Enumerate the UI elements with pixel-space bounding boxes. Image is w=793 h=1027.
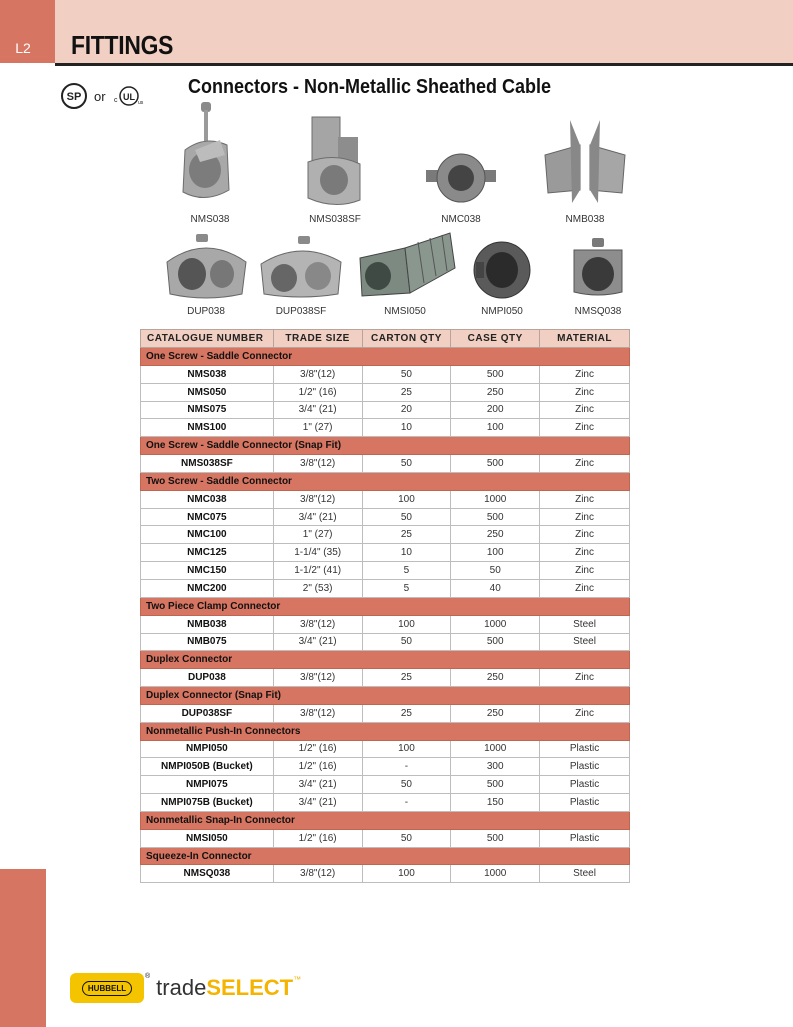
cert-or-text: or bbox=[94, 88, 106, 104]
catalogue-number-cell: NMB038 bbox=[141, 615, 274, 633]
trade-size-cell: 3/4" (21) bbox=[273, 508, 362, 526]
material-cell: Steel bbox=[540, 633, 630, 651]
carton-qty-cell: 50 bbox=[362, 508, 451, 526]
hubbell-logo-text: HUBBELL bbox=[82, 981, 132, 996]
product-code: DUP038 bbox=[187, 306, 225, 317]
trade-size-cell: 1/2" (16) bbox=[273, 383, 362, 401]
product-nms038sf bbox=[290, 112, 380, 225]
table-row bbox=[141, 794, 630, 812]
wordmark-trade: trade bbox=[156, 975, 207, 1000]
header-divider bbox=[55, 63, 793, 66]
case-qty-cell: 200 bbox=[451, 401, 540, 419]
saddle-connector-one-screw-image bbox=[165, 100, 255, 210]
case-qty-cell: 1000 bbox=[451, 490, 540, 508]
table-row bbox=[141, 704, 630, 722]
duplex-connector-image bbox=[162, 232, 250, 300]
material-cell: Plastic bbox=[540, 758, 630, 776]
catalogue-number-cell: NMSI050 bbox=[141, 829, 274, 847]
carton-qty-cell: - bbox=[362, 758, 451, 776]
material-cell: Zinc bbox=[540, 544, 630, 562]
trade-size-cell: 1/2" (16) bbox=[273, 829, 362, 847]
material-cell: Zinc bbox=[540, 401, 630, 419]
column-header: MATERIAL bbox=[540, 330, 630, 348]
catalogue-number-cell: NMC075 bbox=[141, 508, 274, 526]
catalogue-number-cell: NMPI075B (Bucket) bbox=[141, 794, 274, 812]
table-row bbox=[141, 776, 630, 794]
table-group-row bbox=[141, 348, 630, 366]
case-qty-cell: 1000 bbox=[451, 740, 540, 758]
product-nmsq038 bbox=[558, 236, 638, 317]
table-body bbox=[141, 348, 630, 883]
trade-size-cell: 3/8"(12) bbox=[273, 615, 362, 633]
material-cell: Zinc bbox=[540, 704, 630, 722]
case-qty-cell: 500 bbox=[451, 829, 540, 847]
table-row bbox=[141, 544, 630, 562]
table-row bbox=[141, 669, 630, 687]
table-row bbox=[141, 829, 630, 847]
svg-text:c: c bbox=[113, 97, 118, 104]
material-cell: Plastic bbox=[540, 794, 630, 812]
carton-qty-cell: 50 bbox=[362, 365, 451, 383]
catalogue-number-cell: NMC200 bbox=[141, 579, 274, 597]
catalogue-number-cell: NMB075 bbox=[141, 633, 274, 651]
trade-size-cell: 1/2" (16) bbox=[273, 758, 362, 776]
material-cell: Zinc bbox=[540, 579, 630, 597]
material-cell: Plastic bbox=[540, 740, 630, 758]
table-row bbox=[141, 490, 630, 508]
carton-qty-cell: 5 bbox=[362, 579, 451, 597]
table-row bbox=[141, 758, 630, 776]
group-label: Nonmetallic Push-In Connectors bbox=[141, 722, 630, 740]
product-code: NMC038 bbox=[441, 214, 481, 225]
trade-size-cell: 3/8"(12) bbox=[273, 455, 362, 473]
svg-text:us: us bbox=[137, 100, 143, 106]
case-qty-cell: 500 bbox=[451, 776, 540, 794]
carton-qty-cell: 10 bbox=[362, 544, 451, 562]
trade-size-cell: 3/8"(12) bbox=[273, 490, 362, 508]
table-group-row bbox=[141, 811, 630, 829]
carton-qty-cell: 100 bbox=[362, 490, 451, 508]
trade-size-cell: 3/8"(12) bbox=[273, 865, 362, 883]
group-label: One Screw - Saddle Connector (Snap Fit) bbox=[141, 437, 630, 455]
product-dup038 bbox=[162, 232, 250, 317]
carton-qty-cell: 25 bbox=[362, 526, 451, 544]
table-row bbox=[141, 865, 630, 883]
table-header-row bbox=[141, 330, 630, 348]
catalogue-number-cell: DUP038 bbox=[141, 669, 274, 687]
case-qty-cell: 250 bbox=[451, 526, 540, 544]
catalogue-number-cell: NMC125 bbox=[141, 544, 274, 562]
catalogue-number-cell: NMPI050B (Bucket) bbox=[141, 758, 274, 776]
case-qty-cell: 100 bbox=[451, 419, 540, 437]
product-nmpi050 bbox=[468, 240, 536, 317]
product-nmsi050 bbox=[350, 228, 460, 317]
group-label: Duplex Connector (Snap Fit) bbox=[141, 687, 630, 705]
product-code: NMS038 bbox=[190, 214, 230, 225]
catalogue-number-cell: NMC150 bbox=[141, 562, 274, 580]
catalogue-number-cell: NMSQ038 bbox=[141, 865, 274, 883]
case-qty-cell: 150 bbox=[451, 794, 540, 812]
carton-qty-cell: 5 bbox=[362, 562, 451, 580]
table-group-row bbox=[141, 472, 630, 490]
table-row bbox=[141, 562, 630, 580]
carton-qty-cell: 25 bbox=[362, 669, 451, 687]
nonmetallic-snap-in-connector-image bbox=[350, 228, 460, 300]
case-qty-cell: 500 bbox=[451, 508, 540, 526]
svg-text:SP: SP bbox=[66, 91, 82, 103]
table-group-row bbox=[141, 687, 630, 705]
carton-qty-cell: 100 bbox=[362, 865, 451, 883]
catalogue-number-cell: NMS100 bbox=[141, 419, 274, 437]
trade-size-cell: 3/4" (21) bbox=[273, 776, 362, 794]
material-cell: Zinc bbox=[540, 455, 630, 473]
squeeze-in-connector-image bbox=[558, 236, 638, 298]
material-cell: Zinc bbox=[540, 419, 630, 437]
material-cell: Zinc bbox=[540, 383, 630, 401]
csa-mark-icon bbox=[60, 82, 88, 110]
nonmetallic-push-in-connector-image bbox=[468, 240, 536, 300]
table-row bbox=[141, 615, 630, 633]
group-label: Nonmetallic Snap-In Connector bbox=[141, 811, 630, 829]
catalogue-number-cell: NMS050 bbox=[141, 383, 274, 401]
svg-text:UL: UL bbox=[122, 92, 135, 102]
trade-size-cell: 3/8"(12) bbox=[273, 704, 362, 722]
table-group-row bbox=[141, 437, 630, 455]
case-qty-cell: 100 bbox=[451, 544, 540, 562]
page-number: L2 bbox=[15, 40, 31, 56]
material-cell: Steel bbox=[540, 615, 630, 633]
case-qty-cell: 50 bbox=[451, 562, 540, 580]
material-cell: Zinc bbox=[540, 562, 630, 580]
trade-size-cell: 3/4" (21) bbox=[273, 401, 362, 419]
carton-qty-cell: 20 bbox=[362, 401, 451, 419]
table-group-row bbox=[141, 847, 630, 865]
table-row bbox=[141, 365, 630, 383]
catalogue-number-cell: NMPI050 bbox=[141, 740, 274, 758]
product-nms038 bbox=[165, 100, 255, 225]
table-row bbox=[141, 508, 630, 526]
table-group-row bbox=[141, 597, 630, 615]
ul-mark-icon bbox=[112, 84, 146, 108]
product-code: NMSI050 bbox=[384, 306, 426, 317]
case-qty-cell: 250 bbox=[451, 669, 540, 687]
carton-qty-cell: 10 bbox=[362, 419, 451, 437]
group-label: One Screw - Saddle Connector bbox=[141, 348, 630, 366]
catalogue-number-cell: NMS075 bbox=[141, 401, 274, 419]
table-group-row bbox=[141, 722, 630, 740]
carton-qty-cell: 50 bbox=[362, 633, 451, 651]
trade-size-cell: 3/4" (21) bbox=[273, 794, 362, 812]
case-qty-cell: 250 bbox=[451, 704, 540, 722]
catalogue-number-cell: DUP038SF bbox=[141, 704, 274, 722]
column-header: CATALOGUE NUMBER bbox=[141, 330, 274, 348]
table-row bbox=[141, 633, 630, 651]
product-code: NMSQ038 bbox=[574, 306, 622, 317]
material-cell: Steel bbox=[540, 865, 630, 883]
page-heading: Connectors - Non-Metallic Sheathed Cable bbox=[188, 76, 552, 98]
table-group-row bbox=[141, 651, 630, 669]
group-label: Squeeze-In Connector bbox=[141, 847, 630, 865]
catalogue-number-cell: NMC038 bbox=[141, 490, 274, 508]
case-qty-cell: 40 bbox=[451, 579, 540, 597]
product-nmc038 bbox=[418, 150, 504, 225]
bottom-tab bbox=[0, 869, 46, 1027]
wordmark-select: SELECT bbox=[206, 975, 294, 1000]
column-header: CARTON QTY bbox=[362, 330, 451, 348]
trade-size-cell: 1/2" (16) bbox=[273, 740, 362, 758]
trade-size-cell: 1-1/4" (35) bbox=[273, 544, 362, 562]
product-code: NMS038SF bbox=[309, 214, 361, 225]
product-code: NMPI050 bbox=[481, 306, 523, 317]
footer-logo bbox=[70, 973, 301, 1003]
table-row bbox=[141, 419, 630, 437]
catalogue-number-cell: NMPI075 bbox=[141, 776, 274, 794]
case-qty-cell: 500 bbox=[451, 365, 540, 383]
two-piece-clamp-connector-image bbox=[540, 115, 630, 205]
trade-size-cell: 3/4" (21) bbox=[273, 633, 362, 651]
tradeselect-wordmark bbox=[156, 975, 301, 1001]
group-label: Two Piece Clamp Connector bbox=[141, 597, 630, 615]
catalogue-number-cell: NMC100 bbox=[141, 526, 274, 544]
case-qty-cell: 500 bbox=[451, 455, 540, 473]
duplex-snap-fit-connector-image bbox=[256, 234, 346, 300]
case-qty-cell: 250 bbox=[451, 383, 540, 401]
group-label: Two Screw - Saddle Connector bbox=[141, 472, 630, 490]
catalogue-number-cell: NMS038SF bbox=[141, 455, 274, 473]
carton-qty-cell: 25 bbox=[362, 704, 451, 722]
hubbell-logo bbox=[70, 973, 144, 1003]
table-row bbox=[141, 579, 630, 597]
carton-qty-cell: 100 bbox=[362, 740, 451, 758]
material-cell: Plastic bbox=[540, 776, 630, 794]
trade-size-cell: 1" (27) bbox=[273, 419, 362, 437]
carton-qty-cell: 50 bbox=[362, 455, 451, 473]
carton-qty-cell: 100 bbox=[362, 615, 451, 633]
material-cell: Zinc bbox=[540, 526, 630, 544]
case-qty-cell: 1000 bbox=[451, 865, 540, 883]
registered-mark: ® bbox=[145, 973, 151, 980]
table-row bbox=[141, 740, 630, 758]
trade-size-cell: 1-1/2" (41) bbox=[273, 562, 362, 580]
case-qty-cell: 500 bbox=[451, 633, 540, 651]
material-cell: Zinc bbox=[540, 490, 630, 508]
column-header: TRADE SIZE bbox=[273, 330, 362, 348]
trade-size-cell: 3/8"(12) bbox=[273, 669, 362, 687]
group-label: Duplex Connector bbox=[141, 651, 630, 669]
catalogue-number-cell: NMS038 bbox=[141, 365, 274, 383]
case-qty-cell: 1000 bbox=[451, 615, 540, 633]
case-qty-cell: 300 bbox=[451, 758, 540, 776]
table-row bbox=[141, 383, 630, 401]
product-dup038sf bbox=[256, 234, 346, 317]
product-code: DUP038SF bbox=[275, 306, 327, 317]
table-row bbox=[141, 455, 630, 473]
table-row bbox=[141, 526, 630, 544]
trade-size-cell: 3/8"(12) bbox=[273, 365, 362, 383]
table-row bbox=[141, 401, 630, 419]
spec-table bbox=[140, 329, 630, 883]
product-nmb038 bbox=[540, 115, 630, 225]
trade-size-cell: 2" (53) bbox=[273, 579, 362, 597]
certification-marks bbox=[60, 83, 146, 109]
material-cell: Plastic bbox=[540, 829, 630, 847]
trademark-mark: ™ bbox=[293, 975, 302, 984]
carton-qty-cell: - bbox=[362, 794, 451, 812]
column-header: CASE QTY bbox=[451, 330, 540, 348]
carton-qty-cell: 25 bbox=[362, 383, 451, 401]
section-title: FITTINGS bbox=[71, 30, 174, 60]
material-cell: Zinc bbox=[540, 508, 630, 526]
material-cell: Zinc bbox=[540, 365, 630, 383]
two-screw-saddle-connector-image bbox=[418, 150, 504, 206]
saddle-connector-snap-fit-image bbox=[290, 112, 380, 210]
trade-size-cell: 1" (27) bbox=[273, 526, 362, 544]
product-code: NMB038 bbox=[565, 214, 605, 225]
material-cell: Zinc bbox=[540, 669, 630, 687]
carton-qty-cell: 50 bbox=[362, 829, 451, 847]
carton-qty-cell: 50 bbox=[362, 776, 451, 794]
